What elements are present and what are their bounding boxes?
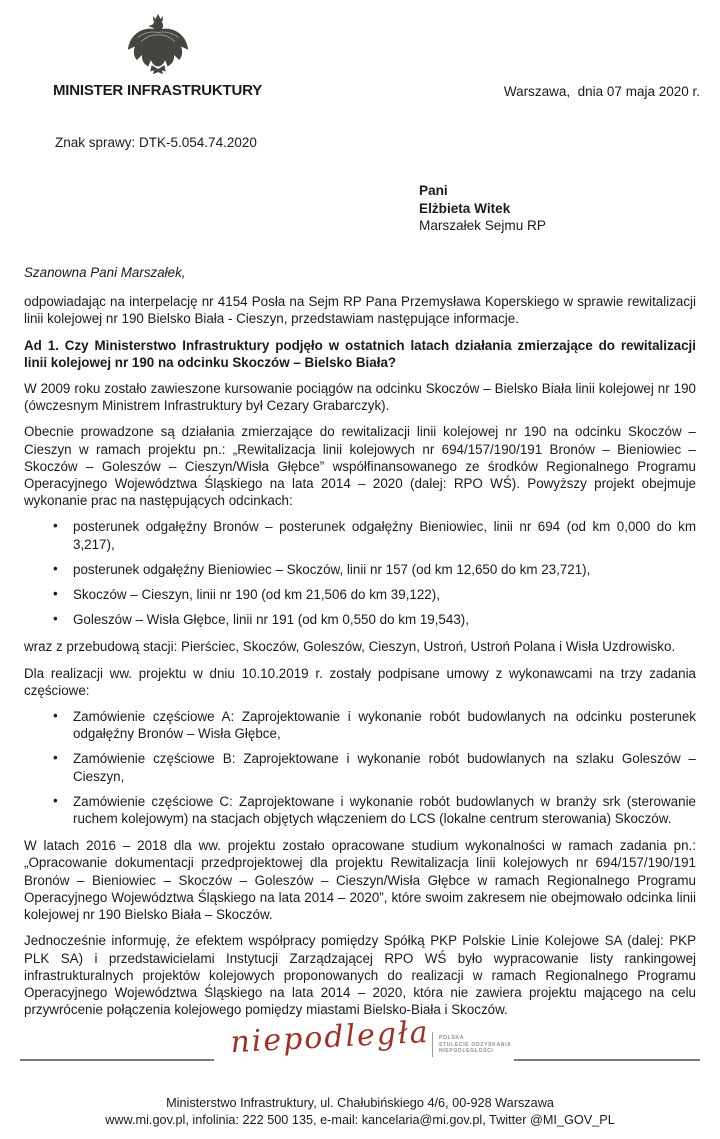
case-reference: Znak sprawy: DTK-5.054.74.2020 bbox=[55, 135, 257, 150]
addressee-salutation: Pani bbox=[419, 183, 448, 198]
logo-caption-line: POLSKA bbox=[439, 1035, 465, 1041]
eagle-wings-body bbox=[128, 29, 188, 67]
contract-tasks-list bbox=[24, 708, 696, 827]
polish-eagle-emblem bbox=[126, 13, 190, 75]
list-item: • Skoczów – Cieszyn, linii nr 190 (od km 21,506 do km 39,122), bbox=[24, 586, 696, 603]
paragraph-contracts: Dla realizacji ww. projektu w dniu 10.10.2019 r. zostały podpisane umowy z wykonawcami na trzy zadania częściowe: bbox=[24, 665, 696, 698]
list-item: • posterunek odgałęźny Bieniowiec – Skoczów, linii nr 157 (od km 12,650 do km 23,721), bbox=[24, 561, 696, 578]
logo-caption bbox=[439, 1035, 511, 1055]
niepodlegla-script-logo: niepodległa bbox=[229, 1014, 431, 1061]
intro-paragraph: odpowiadając na interpelację nr 4154 Posła na Sejm RP Pana Przemysława Koperskiego w sprawie rewitalizacji linii kolejowej nr 190 Bielsko Biała - Cieszyn, przedstawiam następujące informacje. bbox=[24, 294, 696, 327]
paragraph-closing: Jednocześnie informuję, że efektem współpracy pomiędzy Spółką PKP Polskie Linie Kolejowe SA (dalej: PKP PLK SA) i przedstawicielami Instytucji Zarządzającej RPO WŚ było wypracowanie listy rankingowej infrastrukturalnych projektów kolejowych proponowanych do realizacji w ramach Regionalnego Programu Operacyjnego Województwa Śląskiego na lata 2014 – 2020, która nie zawiera projektu mającego na celu przywrócenie połączenia kolejowego pomiędzy miastami Bielsko-Biała i Skoczów. bbox=[24, 933, 696, 1018]
addressee-name: Elżbieta Witek bbox=[419, 200, 511, 216]
logo-caption-line: NIEPODLEGŁOŚCI bbox=[439, 1048, 494, 1055]
list-item: • Goleszów – Wisła Głębce, linii nr 191 (od km 0,550 do km 19,543), bbox=[24, 611, 696, 628]
greeting: Szanowna Pani Marszałek, bbox=[24, 265, 186, 280]
list-item: • Zamówienie częściowe A: Zaprojektowanie i wykonanie robót budowlanych na odcinku posterunek odgałęźny Bronów – Wisła Głębce, bbox=[24, 708, 696, 742]
footer-contact: www.mi.gov.pl, infolinia: 222 500 135, e-mail: kancelaria@mi.gov.pl, Twitter @MI_GOV_PL bbox=[105, 1113, 615, 1127]
eagle-beak bbox=[148, 24, 153, 28]
list-item: • posterunek odgałęźny Bronów – posterunek odgałęźny Bieniowiec, linii nr 694 (od km 0,000 do km 3,217), bbox=[24, 518, 696, 552]
question-heading: Ad 1. Czy Ministerstwo Infrastruktury podjęło w ostatnich latach działania zmierzające do rewitalizacji linii kolejowej nr 190 na odcinku Skoczów – Bielsko Biała? bbox=[24, 337, 696, 370]
addressee-block bbox=[419, 182, 546, 235]
list-item: • Zamówienie częściowe C: Zaprojektowane i wykonanie robót budowlanych w branży srk (sterowanie ruchem kolejowym) na stacjach objętych włączeniem do LCS (lokalne centrum sterowania) Skoczów. bbox=[24, 793, 696, 827]
paragraph-stations: wraz z przebudową stacji: Pierściec, Skoczów, Goleszów, Cieszyn, Ustroń, Ustroń Polana i Wisła Uzdrowisko. bbox=[24, 639, 676, 655]
sender-title: MINISTER INFRASTRUKTURY bbox=[53, 82, 263, 99]
list-item: • Zamówienie częściowe B: Zaprojektowane i wykonanie robót budowlanych na szlaku Goleszów – Cieszyn, bbox=[24, 750, 696, 784]
footer-divider-left bbox=[20, 1059, 214, 1061]
line-sections-list bbox=[24, 518, 696, 628]
place-and-date: Warszawa, dnia 07 maja 2020 r. bbox=[503, 84, 700, 99]
letter-body bbox=[24, 264, 696, 1027]
footer-divider-right bbox=[514, 1059, 700, 1061]
logo-separator bbox=[432, 1032, 433, 1057]
eagle-tail bbox=[150, 65, 165, 74]
paragraph-2009: W 2009 roku zostało zawieszone kursowanie pociągów na odcinku Skoczów – Bielsko Biała linii kolejowej nr 190 (ówczesnym Ministrem Infrastruktury był Cezary Grabarczyk). bbox=[24, 381, 696, 414]
paragraph-current-project: Obecnie prowadzone są działania zmierzające do rewitalizacji linii kolejowej nr 190 na odcinku Skoczów – Cieszyn w ramach projektu pn.: „Rewitalizacja linii kolejowych nr 694/157/190/191 Bronów – Bieniowiec – Skoczów – Goleszów – Cieszyn/Wisła Głębce” współfinansowanego ze środków Regionalnego Programu Operacyjnego Województwa Śląskiego na lata 2014 – 2020 (dalej: RPO WŚ). Powyższy projekt obejmuje wykonanie prac na następujących odcinkach: bbox=[24, 424, 696, 509]
paragraph-study: W latach 2016 – 2018 dla ww. projektu zostało opracowane studium wykonalności w ramach zadania pn.: „Opracowanie dokumentacji przedprojektowej dla projektu Rewitalizacja linii kolejowych nr 694/157/190/191 Bronów – Bieniowiec – Skoczów – Goleszów – Cieszyn/Wisła Głębce w ramach Regionalnego Programu Operacyjnego Województwa Śląskiego na lata 2014 – 2020”, które swoim zakresem nie obejmowało odcinka linii kolejowej nr 190 Bielsko Biała – Skoczów. bbox=[24, 838, 696, 923]
footer-address: Ministerstwo Infrastruktury, ul. Chałubińskiego 4/6, 00-928 Warszawa bbox=[166, 1096, 554, 1110]
logo-caption-line: STULECIE ODZYSKANIA bbox=[439, 1041, 512, 1048]
addressee-role: Marszałek Sejmu RP bbox=[419, 218, 546, 233]
